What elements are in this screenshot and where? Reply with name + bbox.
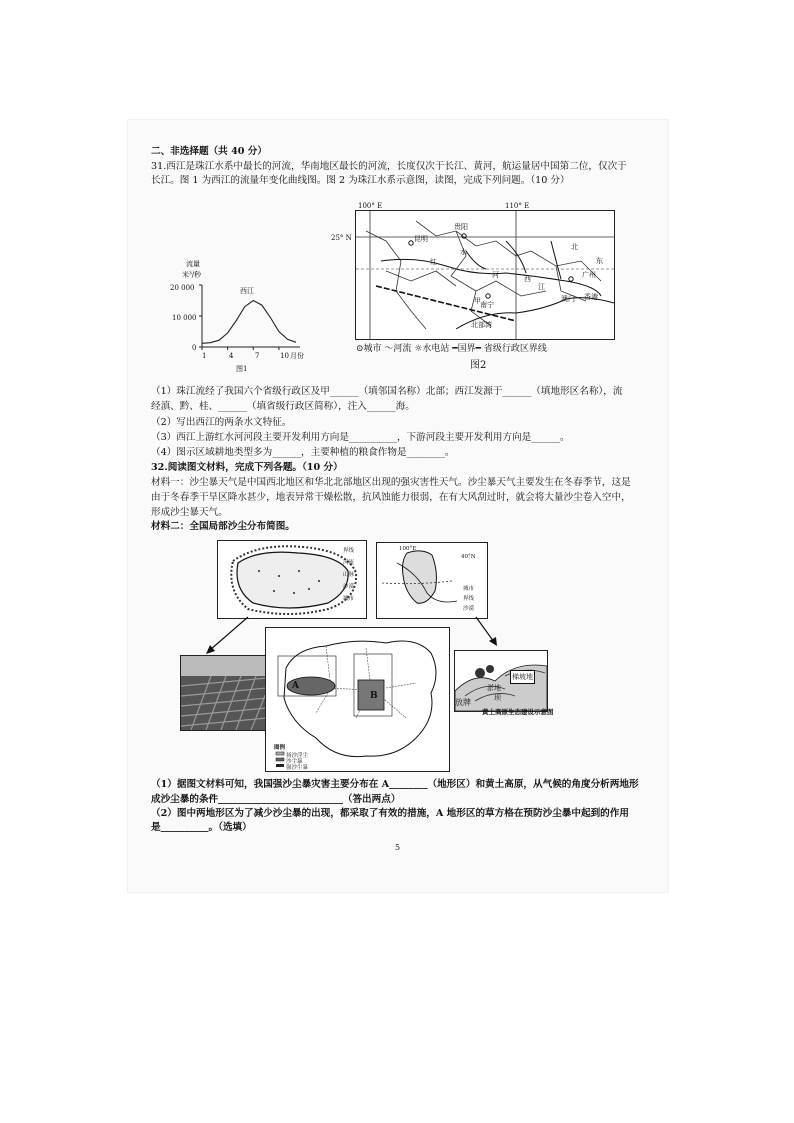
q32-sub-2a: （2）图中两地形区为了减少沙尘暴的出现，都采取了有效的措施，A 地形区的草方格在预防沙尘暴中起到的作用 [151,808,629,819]
q31-line-1: 31.西江是珠江水系中最长的河流，华南地区最长的河流，长度仅次于长江、黄河，航运量居中国第二位，仅次于 [151,161,627,172]
arrow-right [476,617,494,642]
tree-2 [486,665,494,673]
section-title: 二、非选择题（共 40 分） [151,146,267,157]
place-hongkong: 香港 [584,293,598,301]
inset-legend-2: 界线 [463,596,475,602]
y-tick-0: 0 [192,344,197,352]
arrow-left [210,617,248,650]
y-tick-10000: 10 000 [172,314,197,322]
place-jiang: 江 [538,283,545,291]
legend-swatch-3 [276,764,284,767]
label-ba: 坝 [494,694,501,702]
figure-1-caption: 图1 [236,365,248,373]
y-tick-20000: 20 000 [170,284,195,292]
tree-1 [475,668,485,678]
q32-sub-1b: 成沙尘暴的条件__________________________（答出两点） [151,794,401,805]
grass-grid-drawing [181,656,267,730]
arrow-right-head [489,637,497,646]
legend-swatch-2 [276,758,284,761]
inset-legend-1: 城市 [463,586,475,592]
label-yudi: 淤地 [487,684,501,692]
y-label-2: 米³/秒 [182,271,202,279]
place-beibu-gulf: 北部湾 [471,321,492,329]
grass-checkerboard-photo [180,655,268,731]
q31-sub-1a: （1）珠江流经了我国六个省级行政区及甲______（填邻国名称）北部；西江发源于______（填地形区名称），流 [151,386,623,397]
q32-sub-1a: （1）据图文材料可知，我国强沙尘暴灾害主要分布在 A________（地形区）和黄土高原，从气候的角度分析两地形 [151,779,639,790]
place-kunming: 昆明 [414,235,428,243]
q32-title: 32.阅读图文材料，完成下列各题。（10 分） [151,462,343,473]
grid-lines [181,676,267,730]
place-macau: 澳门 [561,295,575,303]
place-bei: 北 [571,243,578,251]
figure-2-legend: ⊙城市 〜河流 ☼水电站 ━国界━ 省级行政区界线 [356,344,547,354]
q32-sub-2b: 是__________。（选填） [151,822,252,833]
x-tick-4: 4 [229,352,234,360]
q32-material2: 材料二：全国局部沙尘分布简图。 [151,521,295,532]
figure-2-caption: 图2 [470,360,487,371]
map-legend-title: 图例 [274,745,286,751]
q32-material1-line-1: 材料一：沙尘暴天气是中国西北地区和华北北部地区出现的强灾害性天气。沙尘暴天气主要发生在冬春季节，这是 [151,477,631,488]
x-tick-7: 7 [255,352,260,360]
place-nanning: 南宁 [480,301,494,309]
x-tick-10: 10 [280,352,289,360]
series-label: 西江 [240,287,254,295]
x-unit: 月份 [290,352,304,360]
legend-a-2: 河流 [343,560,355,566]
map-legend-3: 强沙尘暴 [286,765,309,771]
legend-a-1: 界线 [343,548,355,554]
lat-25: 25° N [331,234,352,242]
legend-a-5: 城市 [343,596,355,602]
map-legend-2: 沙尘暴 [286,759,303,765]
q32-material1-line-2: 由于冬春季干旱区降水甚少，地表异常干燥松散，抗风蚀能力很弱，在有大风刮过时，就会将大量沙尘卷入空中， [151,492,631,503]
place-he: 河 [492,271,499,279]
q31-sub-3: （3）西江上游红水河河段主要开发利用方向是__________，下游河段主要开发利用方向是______。 [151,432,570,443]
place-hong: 红 [430,258,437,266]
label-fangmu: 放牌 [455,698,471,707]
q31-sub-1b: 经滇、黔、桂、______（填省级行政区简称），注入______海。 [151,401,415,412]
q31-sub-4: （4）图示区域耕地类型多为______，主要种植的粮食作物是________。 [151,447,455,458]
place-jia: 甲 [474,297,481,305]
legend-a-4: 沙漠 [343,584,355,590]
q31-line-2: 长江。图 1 为西江的流量年变化曲线图。图 2 为珠江水系示意图，读图，完成下列问题。（10 分） [151,175,570,186]
region-a-label: A [292,681,299,691]
lon-110: 110° E [505,202,530,210]
q32-material1-line-3: 形成沙尘暴天气。 [151,507,228,518]
map-legend-1: 扬沙浮尘 [286,753,309,759]
place-dong: 东 [596,257,603,265]
region-b-label: B [370,691,378,701]
label-tipodi: 梯坡地 [510,670,535,684]
legend-a-3: 山脉 [343,572,355,578]
place-guiyang: 贵阳 [454,223,468,231]
place-xi: 西 [524,275,531,283]
place-guangzhou: 广州 [582,271,596,279]
china-dust-map [265,627,450,772]
page-number: 5 [395,843,401,852]
inset-lon: 100°E [399,546,417,552]
inset-lat: 40°N [461,554,476,560]
y-label-1: 流量 [186,260,200,268]
inset-legend-3: 沙漠 [463,606,475,612]
x-tick-1: 1 [202,352,207,360]
q31-sub-2: （2）写出西江的两条水文特征。 [151,417,292,428]
place-shui: 水 [460,248,467,256]
loess-diagram-caption: 黄土高原生态建设示意图 [482,708,554,716]
lon-100: 100° E [358,202,383,210]
